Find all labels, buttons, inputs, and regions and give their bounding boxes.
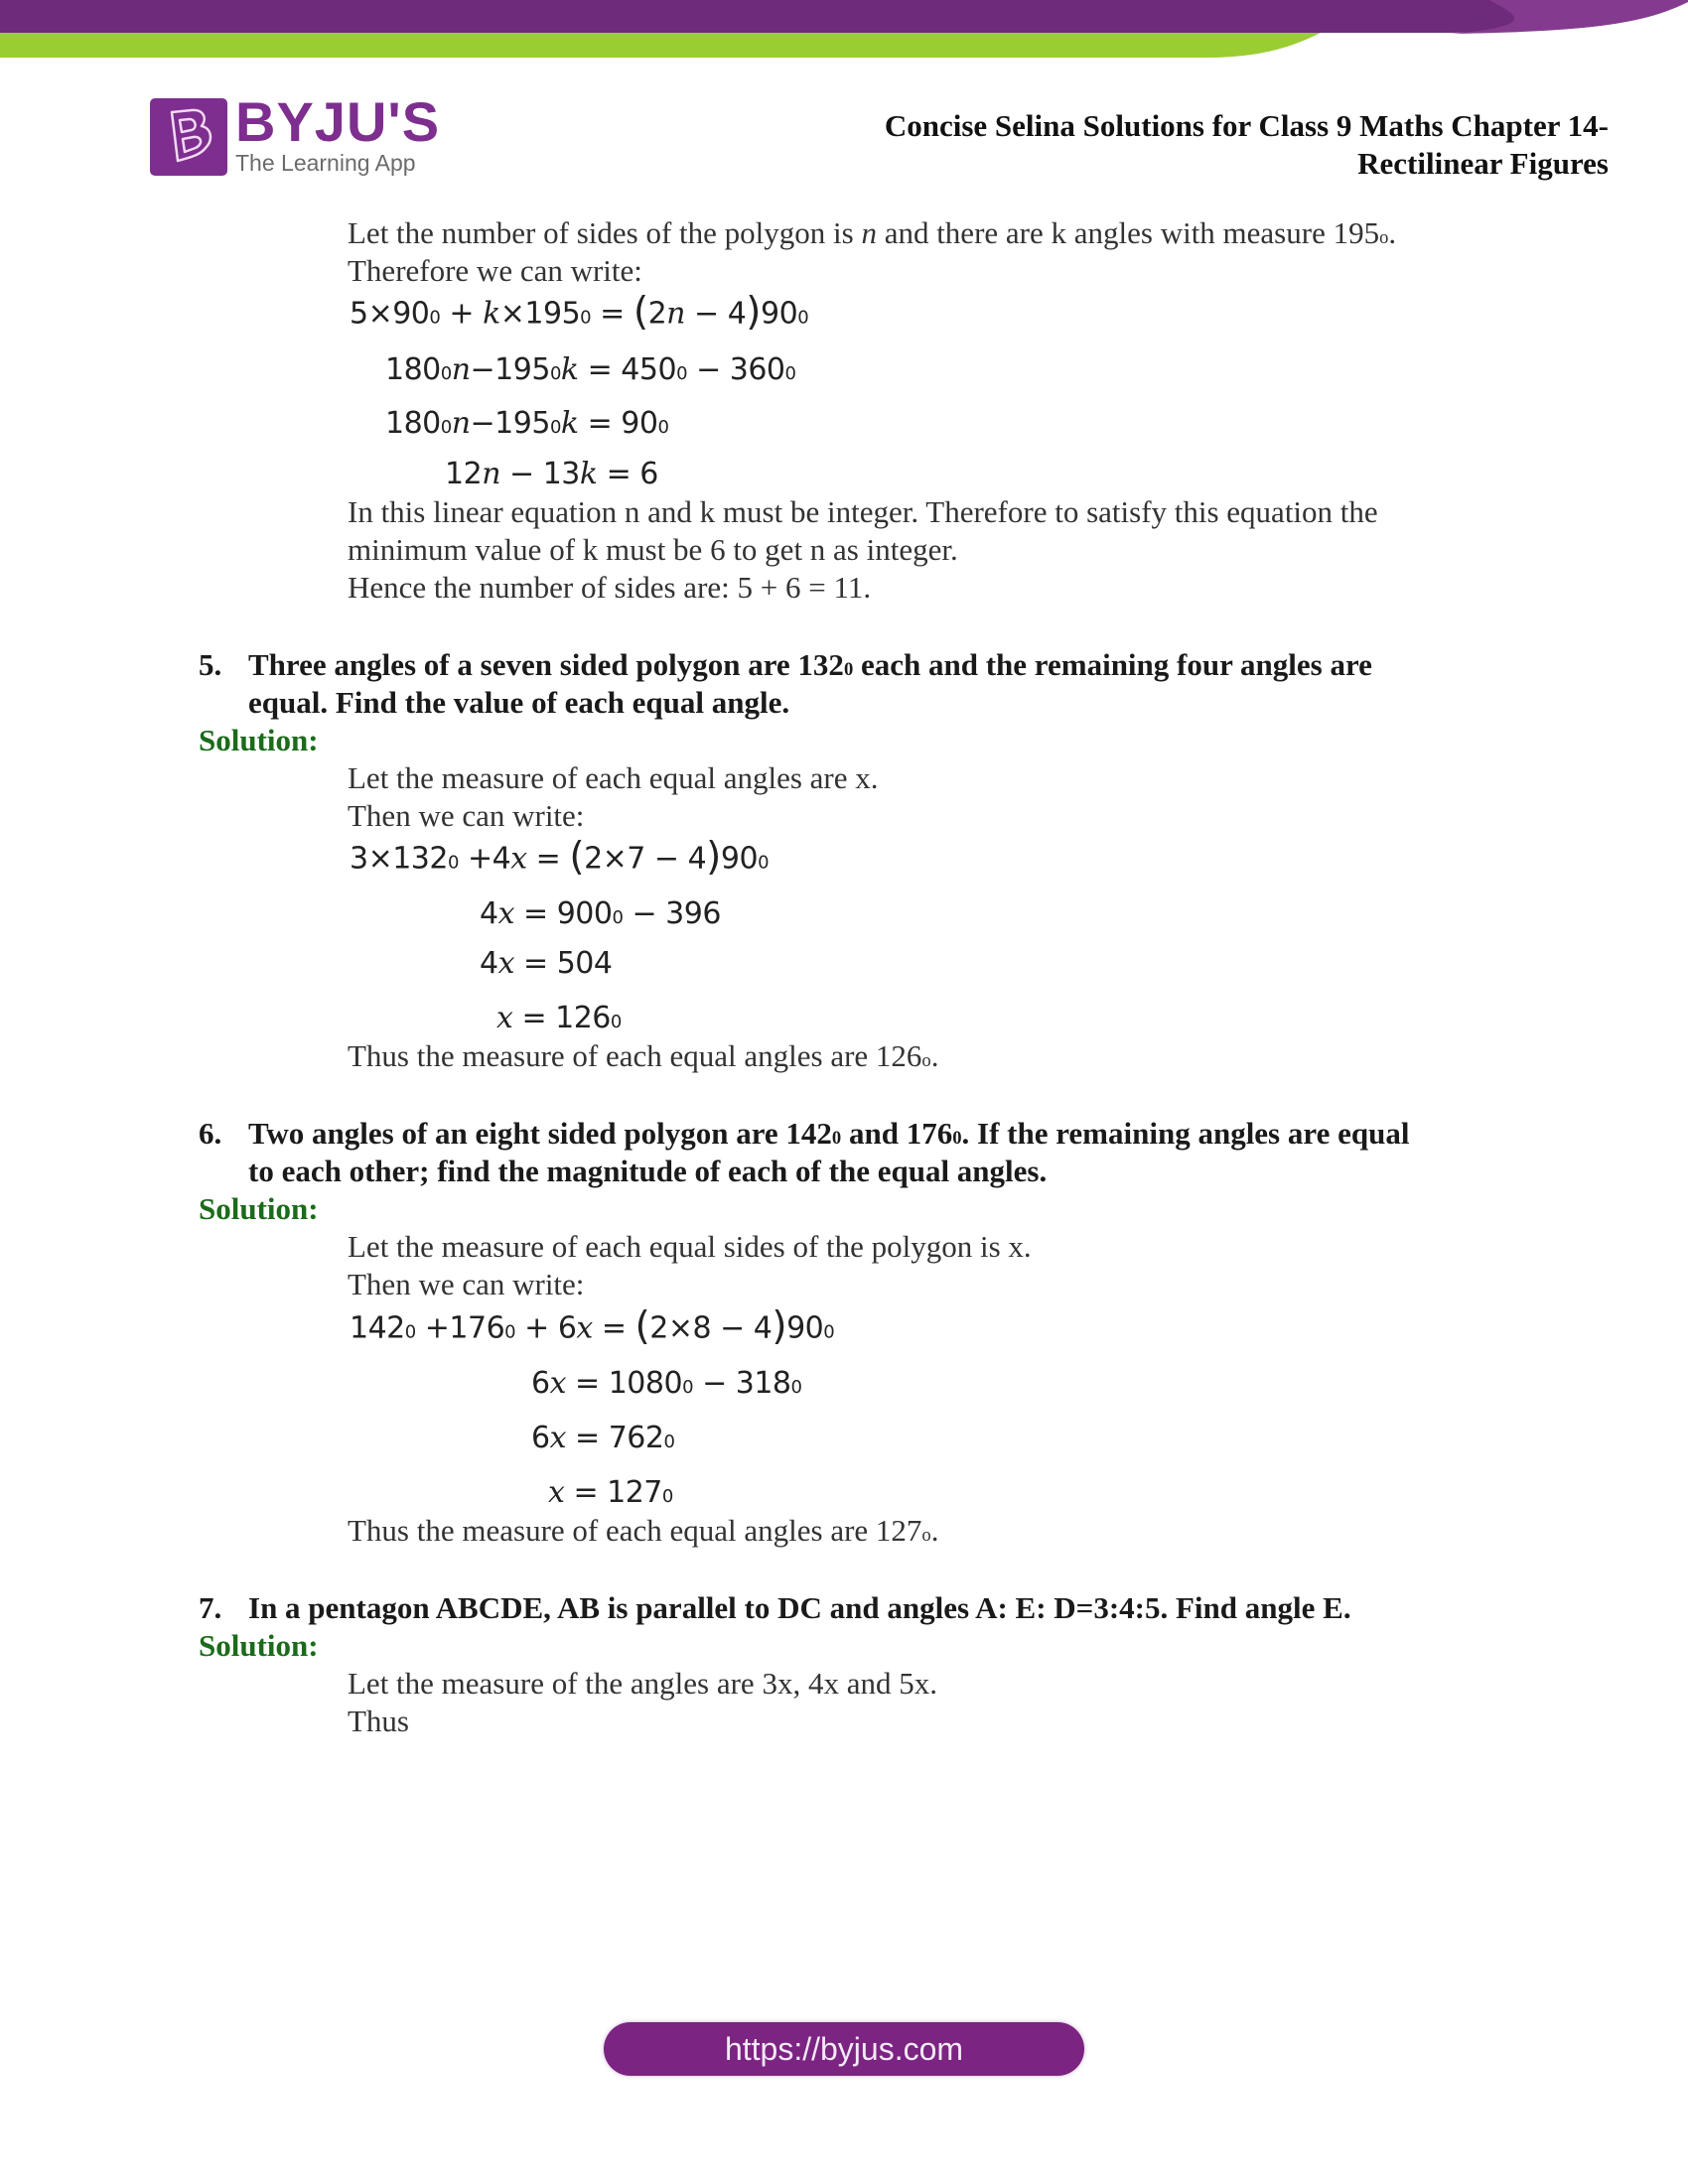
solution-label: Solution: — [199, 1628, 319, 1663]
prev-text-2: minimum value of k must be 6 to get n as integer. — [348, 532, 958, 567]
q6-conclusion: Thus the measure of each equal angles are 127$^o$. — [348, 1513, 939, 1548]
prev-text-3: Hence the number of sides are: 5 + 6 = 11. — [348, 570, 872, 605]
question-text-line2: to each other; find the magnitude of each of the equal angles. — [248, 1154, 1048, 1188]
footer-url-button[interactable] — [604, 2022, 1084, 2076]
prev-equation-3: $180^0n-195^0k = 90^0$ — [385, 406, 669, 441]
q6-equation-1: $142^0 +176^0 + 6x = (2\times 8 - 4)90^0$ — [350, 1304, 835, 1349]
byjus-logo — [150, 90, 441, 180]
document-title — [885, 107, 1609, 183]
question-number: 6. — [199, 1116, 222, 1151]
q6-equation-2: $6x = 1080^0 - 318^0$ — [531, 1366, 802, 1401]
prev-intro-line2: Therefore we can write: — [348, 253, 642, 288]
q5-equation-4: $x = 126^0$ — [496, 1001, 622, 1035]
q5-conclusion: Thus the measure of each equal angles are 126$^o$. — [348, 1038, 939, 1073]
question-text-line1: In a pentagon ABCDE, AB is parallel to DC and angles A: E: D=3:4:5. Find angle E. — [248, 1590, 1351, 1625]
banner-purple-stripe — [0, 0, 1688, 33]
q5-equation-3: 4x = 504 — [480, 946, 613, 981]
q6-equation-3: $6x = 762^0$ — [531, 1421, 675, 1455]
brand-name: BYJU'S — [235, 90, 441, 153]
q6-equation-4: $x = 127^0$ — [548, 1475, 673, 1510]
q7-intro-2: Thus — [348, 1704, 409, 1738]
solution-label: Solution: — [199, 723, 319, 757]
prev-text-1: In this linear equation n and k must be integer. Therefore to satisfy this equation the — [348, 494, 1378, 529]
q7-intro-1: Let the measure of the angles are 3x, 4x and 5x. — [348, 1666, 937, 1701]
question-number: 5. — [199, 647, 222, 682]
q5-intro-2: Then we can write: — [348, 798, 585, 833]
banner-green-stripe — [0, 33, 1321, 58]
q5-equation-1: $3\times 132^0 +4x = (2\times 7 - 4)90^0$ — [350, 835, 770, 880]
footer-url[interactable]: https://byjus.com — [724, 2031, 964, 2067]
prev-equation-1: $5\times 90^0 + k\times 195^0 = (2n - 4)90^0$ — [350, 290, 809, 335]
document-title-line2: Rectilinear Figures — [1357, 146, 1609, 181]
prev-intro-line1: Let the number of sides of the polygon is n and there are k angles with measure 195$^o$. — [348, 215, 1397, 250]
document-title-line1: Concise Selina Solutions for Class 9 Maths Chapter 14- — [884, 108, 1609, 143]
q5-equation-2: $4x = 900^0 - 396$ — [480, 896, 721, 931]
solution-label: Solution: — [199, 1191, 319, 1226]
prev-equation-4: 12n − 13k = 6 — [445, 457, 658, 491]
q6-intro-1: Let the measure of each equal sides of the polygon is x. — [348, 1229, 1032, 1264]
prev-equation-2: $180^0n-195^0k = 450^0 - 360^0$ — [385, 352, 796, 387]
byjus-b-icon — [150, 98, 227, 176]
question-number: 7. — [199, 1590, 222, 1625]
question-text-line1: Three angles of a seven sided polygon are $132^0$ each and the remaining four angles are — [248, 647, 1372, 682]
brand-tagline: The Learning App — [235, 150, 416, 176]
q6-intro-2: Then we can write: — [348, 1267, 585, 1301]
question-text-line2: equal. Find the value of each equal angle. — [248, 685, 790, 720]
header-banner — [0, 0, 1688, 60]
q5-intro-1: Let the measure of each equal angles are x. — [348, 760, 879, 795]
question-text-line1: Two angles of an eight sided polygon are $142^0$ and $176^0$. If the remaining angles are equal — [248, 1116, 1410, 1151]
